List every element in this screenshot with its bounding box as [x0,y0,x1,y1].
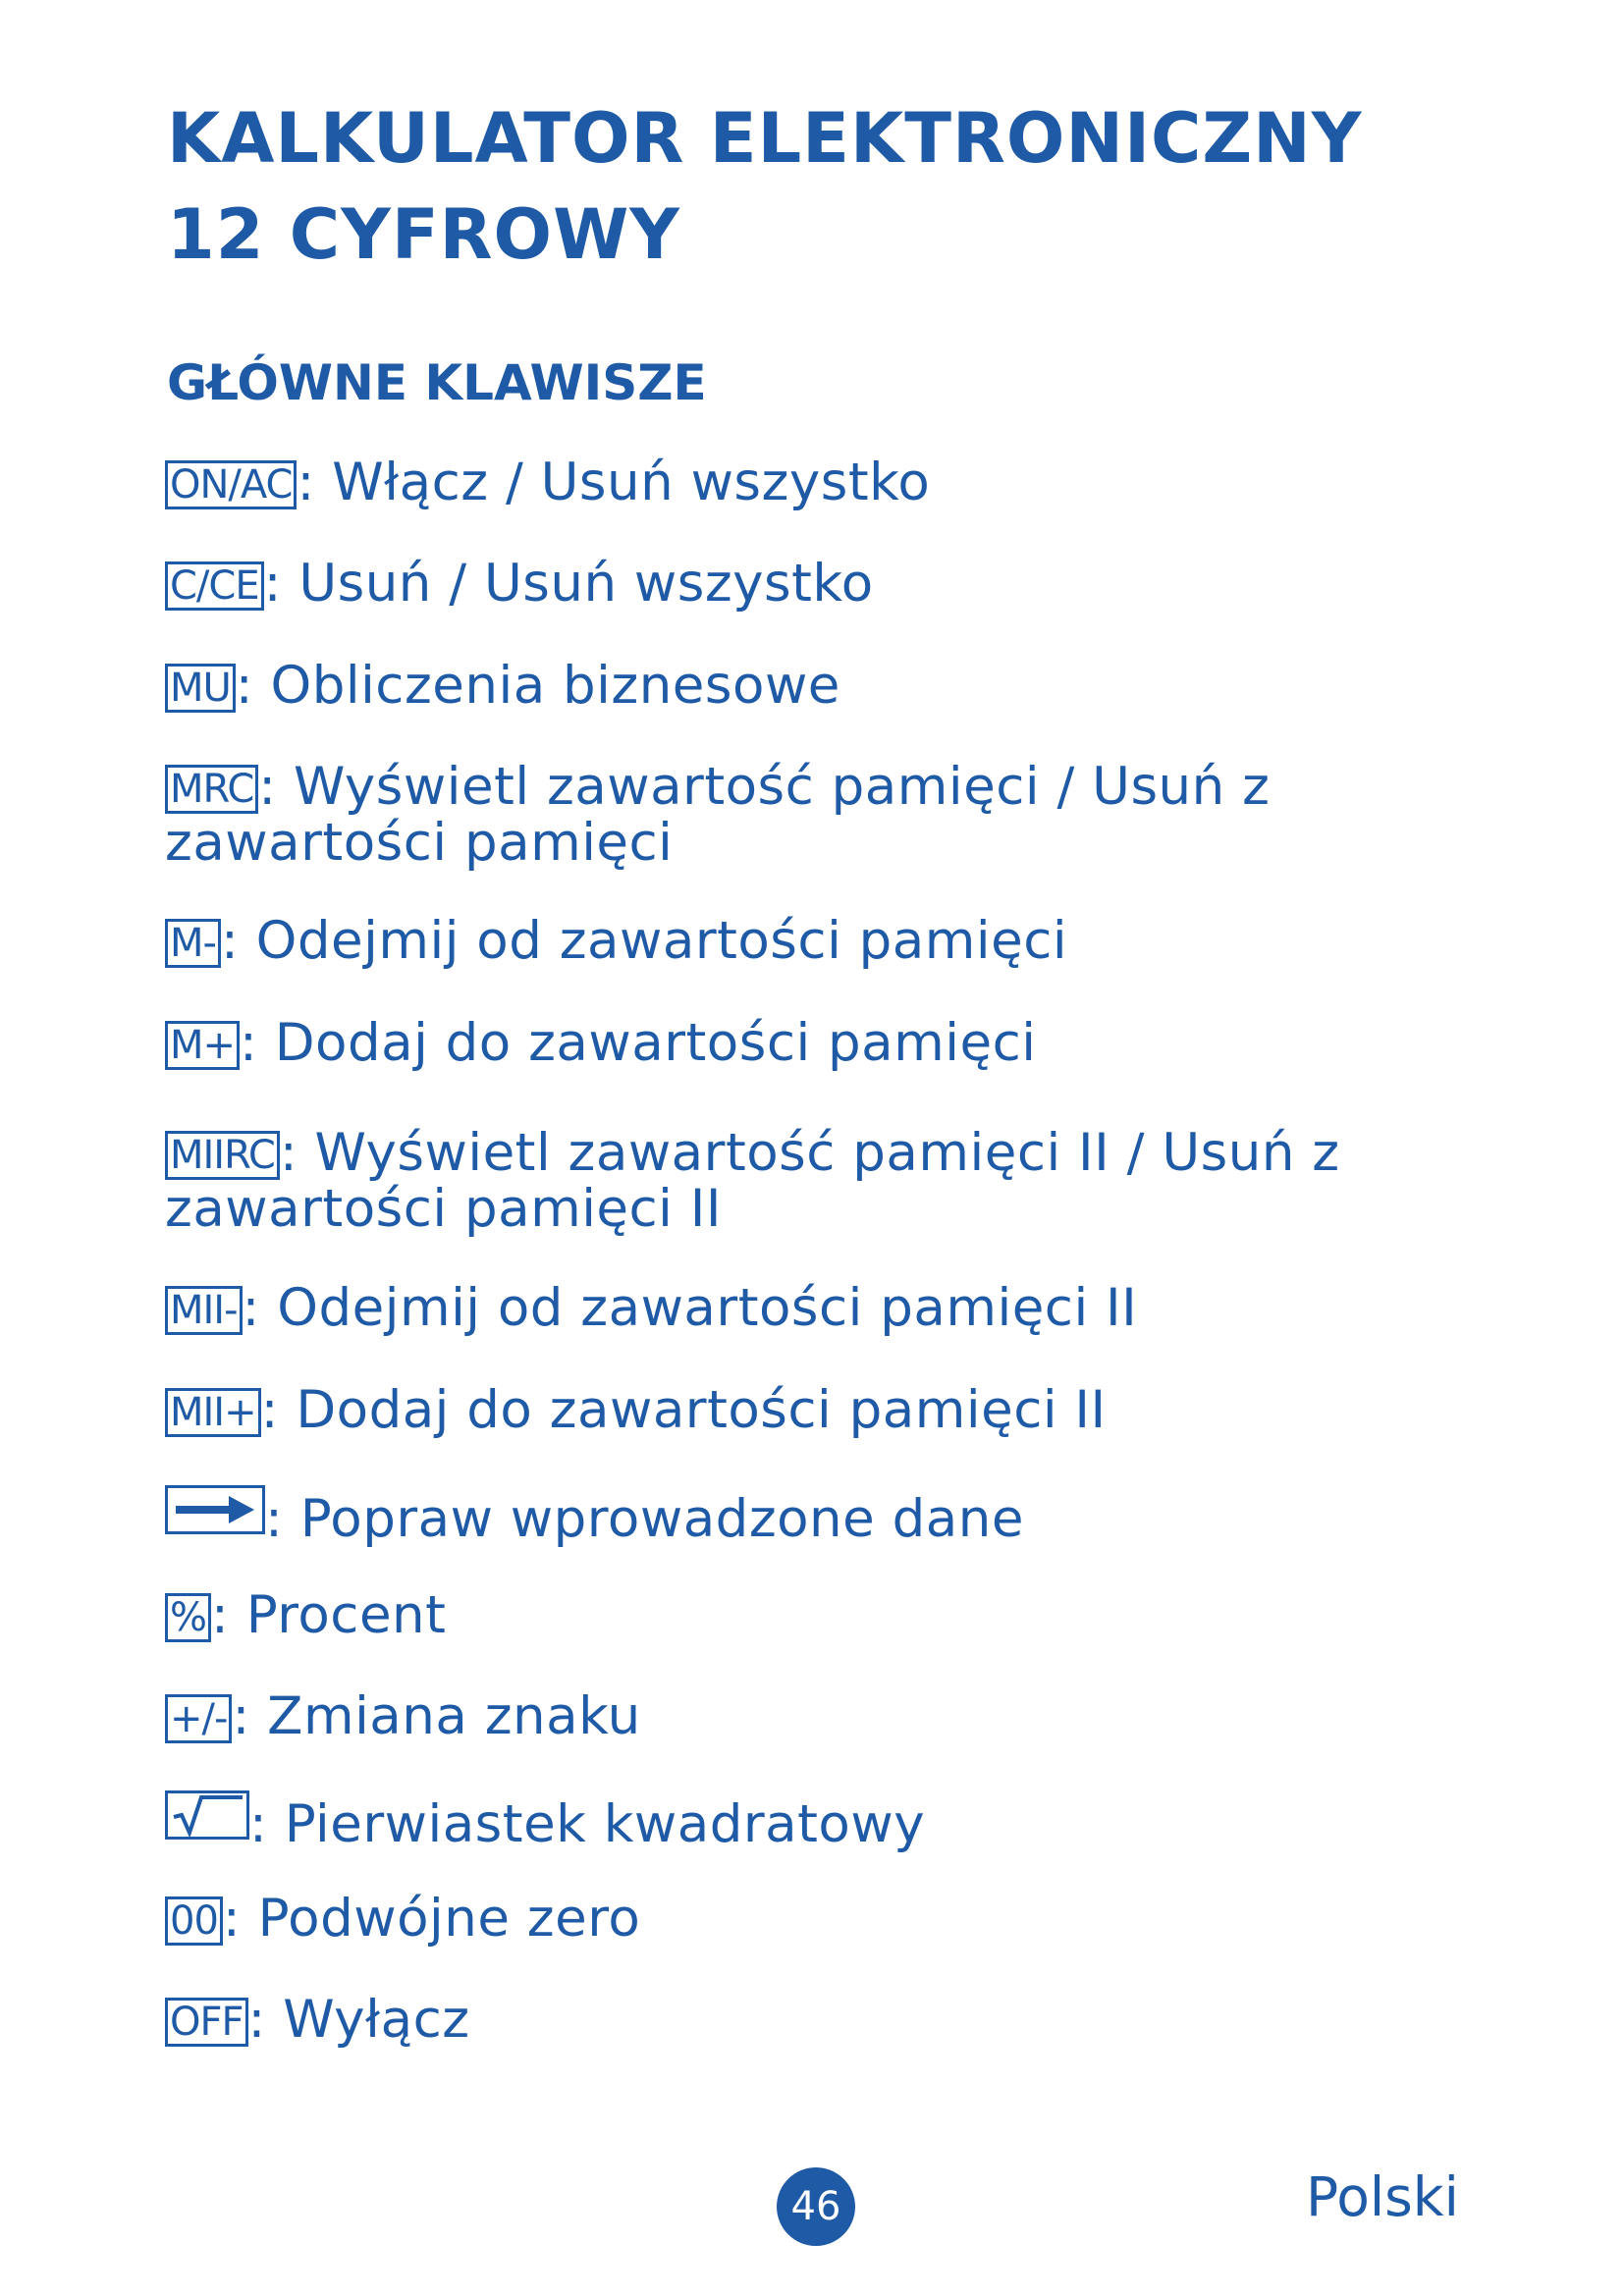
square-root-icon [165,1790,249,1840]
key-description: : Pierwiastek kwadratowy [249,1794,926,1854]
key-description: : Obliczenia biznesowe [235,656,840,716]
key-description: : Odejmij od zawartości pamięci [220,911,1068,971]
page-number-badge: 46 [777,2167,855,2246]
arrow-right-icon [165,1485,265,1534]
key-description: : Wyświetl zawartość pamięci II / Usuń z zawartości pamięci II [165,1123,1340,1239]
key-description: : Odejmij od zawartości pamięci II [242,1278,1138,1338]
key-sign: +/- [165,1694,232,1743]
key-description: : Włącz / Usuń wszystko [297,453,931,512]
key-m-minus: M- [165,919,221,968]
key-row-arrow [165,1485,1471,1547]
key-description: : Procent [211,1585,447,1645]
section-heading: GŁÓWNE KLAWISZE [167,354,707,411]
key-row-on-ac [165,454,1471,510]
key-row-m-plus [165,1015,1471,1071]
key-off: OFF [165,1998,248,2047]
key-row-mii-plus [165,1382,1471,1438]
key-description: : Zmiana znaku [232,1686,641,1746]
key-c-ce: C/CE [165,561,264,611]
key-mii-plus: MII+ [165,1388,261,1437]
key-row-off [165,1992,1471,2048]
key-description: : Podwójne zero [222,1889,641,1949]
key-mii-rc: MIIRC [165,1131,280,1180]
key-description: : Usuń / Usuń wszystko [263,554,874,614]
key-description: : Dodaj do zawartości pamięci II [260,1380,1107,1440]
title-line-1: KALKULATOR ELEKTRONICZNY [167,98,1363,179]
key-description: : Wyświetl zawartość pamięci / Usuń z zawartości pamięci [165,757,1271,873]
key-description: : Wyłącz [247,1990,470,2050]
key-row-c-ce [165,556,1471,612]
key-percent: % [165,1593,211,1642]
key-mrc: MRC [165,765,258,814]
key-row-sqrt [165,1790,1471,1852]
title-line-2: 12 CYFROWY [167,194,680,275]
key-double-zero: 00 [165,1896,223,1946]
key-on-ac: ON/AC [165,460,297,509]
key-mii-minus: MII- [165,1286,243,1335]
key-description: : Dodaj do zawartości pamięci [240,1013,1037,1073]
key-mu: MU [165,664,236,713]
key-row-percent [165,1587,1471,1643]
key-row-mu [165,658,1471,714]
language-label: Polski [1306,2165,1459,2228]
key-row-mrc [165,759,1471,871]
key-row-m-minus [165,913,1471,969]
key-row-mii-minus [165,1280,1471,1336]
key-row-double-zero [165,1891,1471,1947]
key-m-plus: M+ [165,1021,240,1070]
key-description: : Popraw wprowadzone dane [265,1489,1024,1549]
key-row-sign [165,1688,1471,1744]
key-row-mii-rc [165,1125,1471,1237]
page-title [167,90,1362,283]
